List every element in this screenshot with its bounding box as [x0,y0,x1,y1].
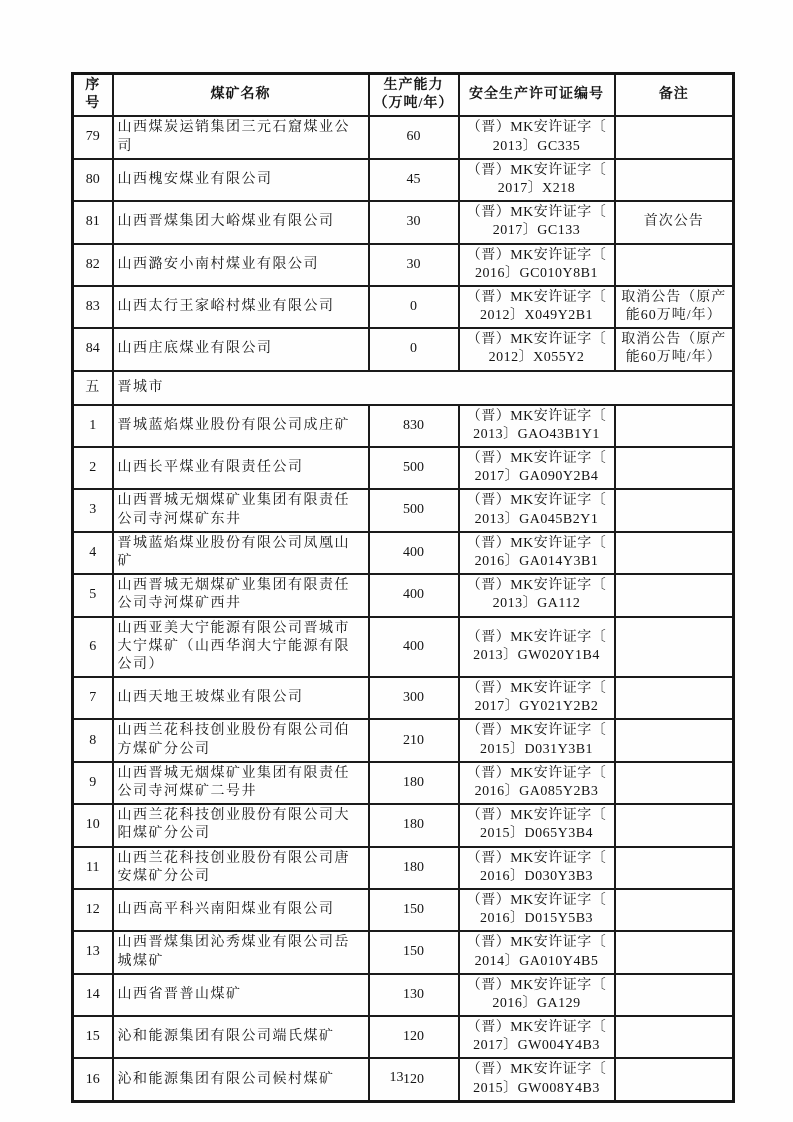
license-line2: 2012〕X055Y2 [488,350,585,366]
license-line1: （晋）MK安许证字〔 [466,493,607,509]
cell-license-number [459,532,615,574]
license-line1: （晋）MK安许证字〔 [466,765,607,781]
license-line1: （晋）MK安许证字〔 [466,723,607,739]
cell-capacity: 500 [369,489,459,531]
license-line1: （晋）MK安许证字〔 [466,935,607,951]
cell-license-number [459,244,615,286]
license-line2: 2016〕GA085Y2B3 [474,784,599,799]
cell-serial-number: 12 [73,889,113,931]
license-line1: （晋）MK安许证字〔 [466,289,607,305]
license-line2: 2017〕GA090Y2B4 [474,469,599,485]
cell-serial-number: 79 [73,116,113,158]
cell-serial-number: 6 [73,617,113,678]
cell-note: 取消公告（原产能60万吨/年） [615,328,734,370]
cell-mine-name: 山西晋城无烟煤矿业集团有限责任公司寺河煤矿二号井 [113,762,369,804]
table-row [73,677,734,719]
header-mine-name: 煤矿名称 [113,74,369,117]
cell-serial-number: 15 [73,1016,113,1058]
cell-mine-name: 晋城蓝焰煤业股份有限公司凤凰山矿 [113,532,369,574]
cell-mine-name: 山西晋城无烟煤矿业集团有限责任公司寺河煤矿东井 [113,489,369,531]
cell-capacity: 300 [369,677,459,719]
header-capacity-line2: （万吨/年） [373,96,454,112]
license-line2: 2015〕D065Y3B4 [479,826,594,842]
table-row [73,1016,734,1058]
cell-note [615,889,734,931]
table-row [73,286,734,328]
table-row [73,931,734,973]
license-line2: 2013〕GA045B2Y1 [474,511,599,527]
cell-note [615,116,734,158]
cell-license-number [459,447,615,489]
header-serial-number: 序号 [73,74,113,117]
cell-note [615,532,734,574]
license-line2: 2017〕GC133 [492,223,581,239]
cell-note: 首次公告 [615,201,734,243]
license-line2: 2015〕D031Y3B1 [479,741,594,757]
cell-note [615,719,734,761]
cell-note [615,677,734,719]
cell-serial-number: 3 [73,489,113,531]
cell-serial-number: 8 [73,719,113,761]
coal-mine-table [71,72,735,1103]
table-row [73,719,734,761]
cell-capacity: 150 [369,889,459,931]
cell-mine-name: 山西省晋普山煤矿 [113,974,369,1016]
section-serial-number: 五 [73,371,113,405]
cell-capacity: 120 [369,1058,459,1101]
cell-license-number [459,159,615,201]
cell-capacity: 830 [369,405,459,447]
cell-note [615,244,734,286]
table-body [73,116,734,1101]
cell-mine-name: 山西天地王坡煤业有限公司 [113,677,369,719]
cell-note [615,159,734,201]
cell-capacity: 30 [369,244,459,286]
table-row [73,489,734,531]
cell-note [615,617,734,678]
license-line1: （晋）MK安许证字〔 [466,629,607,645]
cell-note [615,405,734,447]
cell-license-number [459,804,615,846]
cell-capacity: 180 [369,762,459,804]
table-row [73,574,734,616]
section-row [73,371,734,405]
cell-capacity: 400 [369,532,459,574]
license-line2: 2016〕GA014Y3B1 [474,553,599,569]
header-note: 备注 [615,74,734,117]
cell-license-number [459,286,615,328]
cell-serial-number: 16 [73,1058,113,1101]
cell-serial-number: 80 [73,159,113,201]
cell-mine-name: 沁和能源集团有限公司端氏煤矿 [113,1016,369,1058]
cell-note [615,974,734,1016]
license-line1: （晋）MK安许证字〔 [466,1020,607,1036]
cell-mine-name: 山西兰花科技创业股份有限公司唐安煤矿分公司 [113,847,369,889]
cell-mine-name: 山西晋城无烟煤矿业集团有限责任公司寺河煤矿西井 [113,574,369,616]
cell-mine-name: 山西潞安小南村煤业有限公司 [113,244,369,286]
cell-license-number [459,201,615,243]
license-line1: （晋）MK安许证字〔 [466,408,607,424]
cell-mine-name: 山西兰花科技创业股份有限公司大阳煤矿分公司 [113,804,369,846]
cell-mine-name: 山西兰花科技创业股份有限公司伯方煤矿分公司 [113,719,369,761]
cell-capacity: 500 [369,447,459,489]
cell-note [615,804,734,846]
cell-license-number [459,974,615,1016]
cell-license-number [459,931,615,973]
cell-license-number [459,617,615,678]
table-row [73,405,734,447]
cell-mine-name: 山西槐安煤业有限公司 [113,159,369,201]
table-row [73,974,734,1016]
cell-mine-name: 山西亚美大宁能源有限公司晋城市大宁煤矿（山西华润大宁能源有限公司） [113,617,369,678]
cell-capacity: 180 [369,804,459,846]
section-city-name: 晋城市 [113,371,734,405]
cell-serial-number: 1 [73,405,113,447]
cell-serial-number: 83 [73,286,113,328]
table-row [73,244,734,286]
license-line1: （晋）MK安许证字〔 [466,578,607,594]
cell-license-number [459,719,615,761]
license-line2: 2015〕GW008Y4B3 [473,1080,600,1096]
cell-license-number [459,1016,615,1058]
cell-mine-name: 山西太行王家峪村煤业有限公司 [113,286,369,328]
cell-capacity: 150 [369,931,459,973]
license-line2: 2013〕GA112 [492,596,581,612]
cell-license-number [459,847,615,889]
cell-note [615,847,734,889]
table-row [73,889,734,931]
license-line2: 2016〕GC010Y8B1 [475,265,598,281]
license-line2: 2017〕GY021Y2B2 [474,699,599,715]
cell-serial-number: 11 [73,847,113,889]
license-line2: 2017〕X218 [497,180,576,196]
cell-mine-name: 晋城蓝焰煤业股份有限公司成庄矿 [113,405,369,447]
table-row [73,847,734,889]
cell-license-number [459,762,615,804]
cell-note: 取消公告（原产能60万吨/年） [615,286,734,328]
cell-capacity: 60 [369,116,459,158]
license-line2: 2012〕X049Y2B1 [479,308,594,324]
cell-serial-number: 2 [73,447,113,489]
license-line2: 2014〕GA010Y4B5 [474,953,599,969]
cell-capacity: 30 [369,201,459,243]
table-row [73,328,734,370]
cell-mine-name: 山西煤炭运销集团三元石窟煤业公司 [113,116,369,158]
cell-serial-number: 82 [73,244,113,286]
license-line2: 2016〕D015Y5B3 [479,911,594,927]
license-line1: （晋）MK安许证字〔 [466,162,607,178]
table-header-row [73,74,734,117]
cell-license-number [459,489,615,531]
cell-serial-number: 4 [73,532,113,574]
table-row [73,447,734,489]
cell-license-number [459,328,615,370]
page-number: 13 [389,1070,404,1085]
cell-serial-number: 84 [73,328,113,370]
cell-serial-number: 14 [73,974,113,1016]
license-line2: 2013〕GC335 [492,138,581,154]
cell-license-number [459,116,615,158]
cell-mine-name: 山西长平煤业有限责任公司 [113,447,369,489]
cell-note [615,931,734,973]
cell-capacity: 400 [369,574,459,616]
cell-note [615,489,734,531]
cell-capacity: 180 [369,847,459,889]
cell-note [615,1016,734,1058]
table-row [73,804,734,846]
cell-capacity: 45 [369,159,459,201]
cell-mine-name: 山西晋煤集团沁秀煤业有限公司岳城煤矿 [113,931,369,973]
cell-serial-number: 7 [73,677,113,719]
cell-mine-name: 山西高平科兴南阳煤业有限公司 [113,889,369,931]
cell-license-number [459,574,615,616]
header-capacity [369,74,459,117]
cell-serial-number: 13 [73,931,113,973]
cell-capacity: 130 [369,974,459,1016]
license-line1: （晋）MK安许证字〔 [466,120,607,136]
cell-serial-number: 10 [73,804,113,846]
license-line2: 2016〕D030Y3B3 [479,868,594,884]
license-line1: （晋）MK安许证字〔 [466,977,607,993]
cell-license-number [459,677,615,719]
license-line1: （晋）MK安许证字〔 [466,850,607,866]
table-row [73,201,734,243]
header-capacity-line1: 生产能力 [383,78,444,93]
cell-mine-name: 沁和能源集团有限公司候村煤矿 [113,1058,369,1101]
cell-capacity: 400 [369,617,459,678]
license-line1: （晋）MK安许证字〔 [466,535,607,551]
cell-mine-name: 山西晋煤集团大峪煤业有限公司 [113,201,369,243]
cell-serial-number: 9 [73,762,113,804]
license-line2: 2013〕GAO43B1Y1 [473,426,600,442]
table-row [73,617,734,678]
license-line1: （晋）MK安许证字〔 [466,808,607,824]
license-line2: 2013〕GW020Y1B4 [473,647,600,663]
cell-capacity: 120 [369,1016,459,1058]
license-line2: 2017〕GW004Y4B3 [473,1038,600,1054]
license-line1: （晋）MK安许证字〔 [466,681,607,697]
cell-note [615,574,734,616]
cell-capacity: 0 [369,286,459,328]
cell-note [615,762,734,804]
license-line1: （晋）MK安许证字〔 [466,451,607,466]
license-line1: （晋）MK安许证字〔 [466,1062,607,1078]
cell-mine-name: 山西庄底煤业有限公司 [113,328,369,370]
cell-license-number [459,889,615,931]
table-row [73,532,734,574]
license-line1: （晋）MK安许证字〔 [466,892,607,908]
cell-capacity: 0 [369,328,459,370]
license-line1: （晋）MK安许证字〔 [466,247,607,263]
table-row [73,762,734,804]
cell-capacity: 210 [369,719,459,761]
header-license-number: 安全生产许可证编号 [459,74,615,117]
cell-serial-number: 81 [73,201,113,243]
table-row [73,159,734,201]
license-line1: （晋）MK安许证字〔 [466,332,607,348]
table-row [73,116,734,158]
cell-license-number [459,405,615,447]
cell-serial-number: 5 [73,574,113,616]
license-line2: 2016〕GA129 [492,995,581,1011]
cell-note [615,447,734,489]
license-line1: （晋）MK安许证字〔 [466,205,607,221]
